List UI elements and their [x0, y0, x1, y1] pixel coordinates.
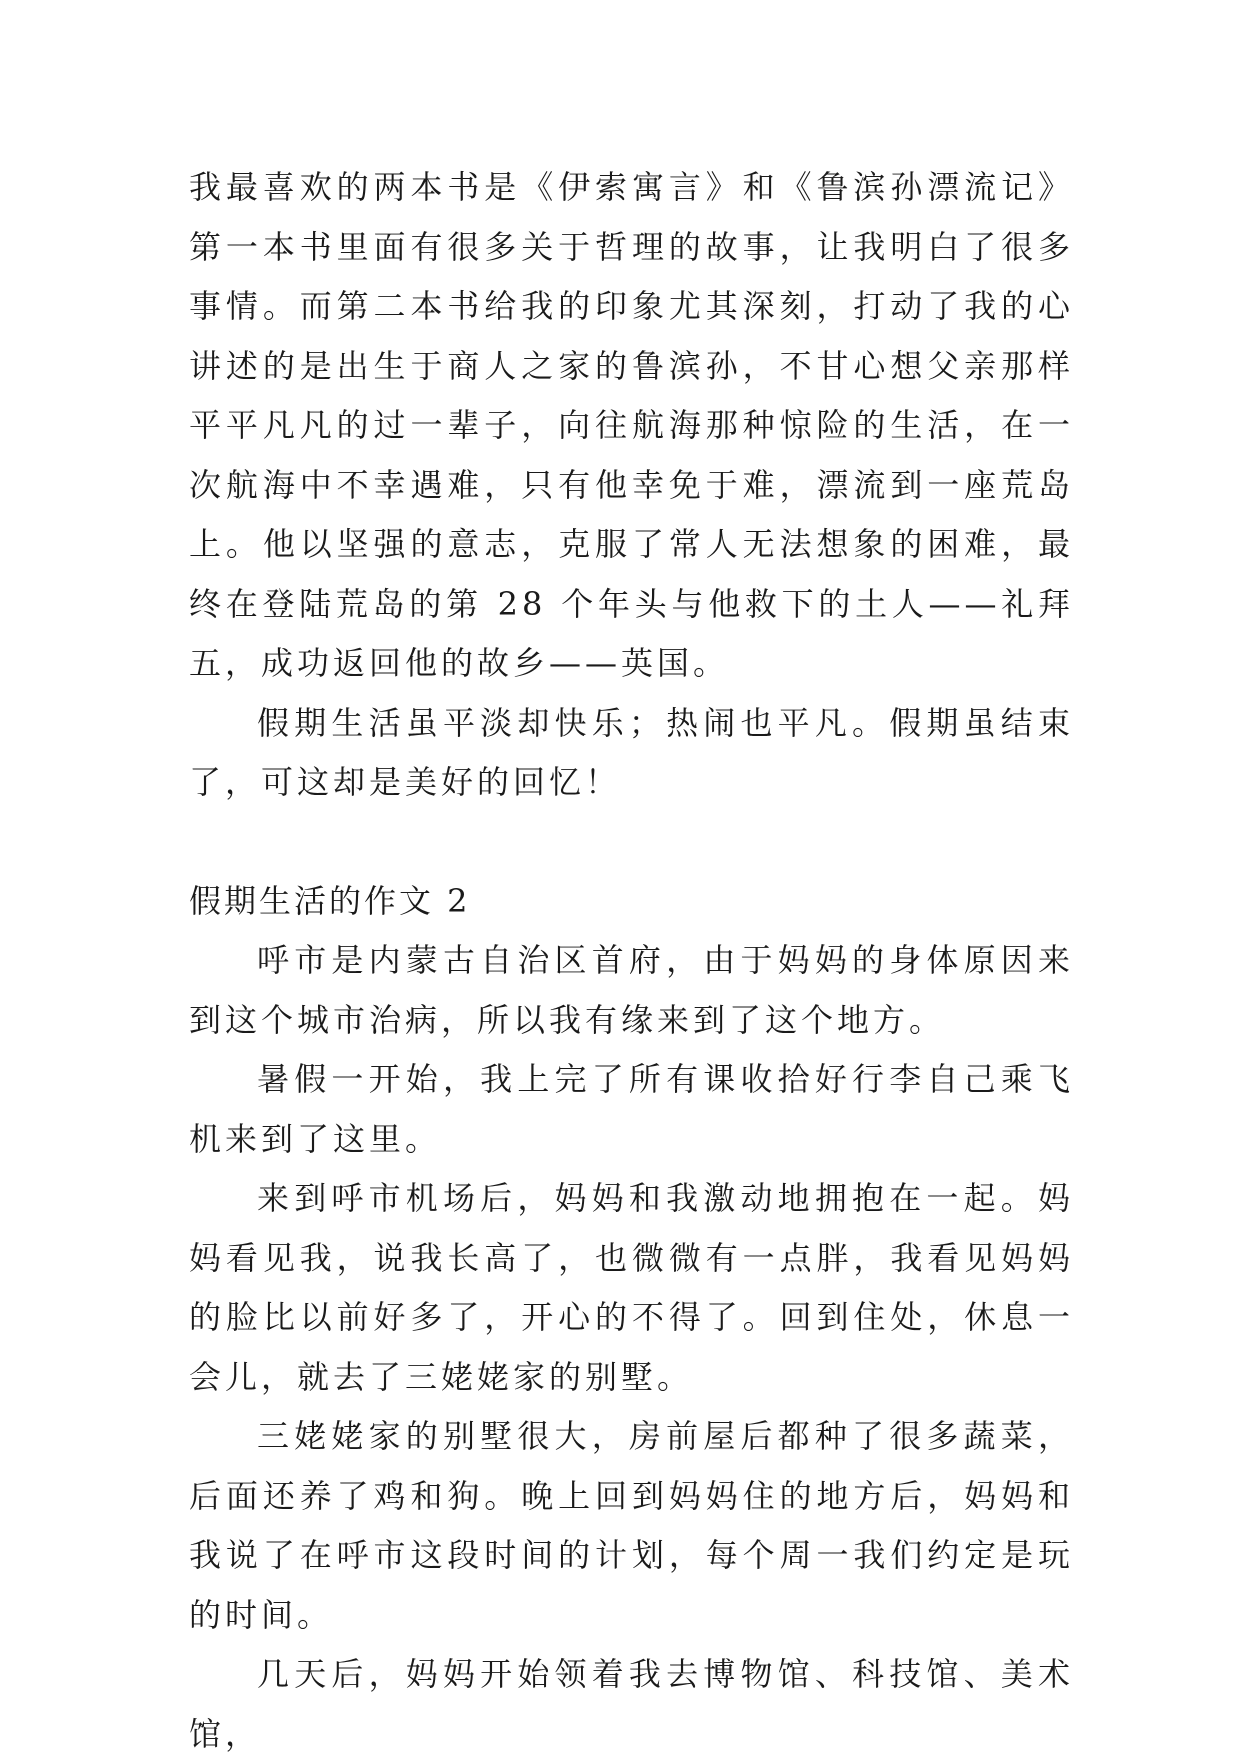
- paragraph-museum-visits: 几天后，妈妈开始领着我去博物馆、科技馆、美术馆，: [189, 1655, 1074, 1753]
- paragraph-hohhot-intro: 呼市是内蒙古自治区首府，由于妈妈的身体原因来到这个城市治病，所以我有缘来到了这个地方。: [189, 941, 1074, 1039]
- paragraph-holiday-summary: 假期生活虽平淡却快乐；热闹也平凡。假期虽结束了，可这却是美好的回忆！: [189, 703, 1074, 801]
- section-heading: 假期生活的作文 2: [189, 881, 471, 920]
- document-body: [189, 158, 1074, 1764]
- paragraph-summer-start: 暑假一开始，我上完了所有课收拾好行李自己乘飞机来到了这里。: [189, 1060, 1074, 1158]
- paragraph-villa: 三姥姥家的别墅很大，房前屋后都种了很多蔬菜，后面还养了鸡和狗。晚上回到妈妈住的地方后，妈妈和我说了在呼市这段时间的计划，每个周一我们约定是玩的时间。: [189, 1417, 1074, 1634]
- paragraph-robinson-crusoe: 我最喜欢的两本书是《伊索寓言》和《鲁滨孙漂流记》第一本书里面有很多关于哲理的故事，让我明白了很多事情。而第二本书给我的印象尤其深刻，打动了我的心讲述的是出生于商人之家的鲁滨孙，不甘心想父亲那样平平凡凡的过一辈子，向往航海那种惊险的生活，在一次航海中不幸遇难，只有他幸免于难，漂流到一座荒岛上。他以坚强的意志，克服了常人无法想象的困难，最终在登陆荒岛的第 28 个年头与他救下的土人——礼拜五，成功返回他的故乡——英国。: [189, 168, 1074, 682]
- paragraph-airport-arrival: 来到呼市机场后，妈妈和我激动地拥抱在一起。妈妈看见我，说我长高了，也微微有一点胖，我看见妈妈的脸比以前好多了，开心的不得了。回到住处，休息一会儿，就去了三姥姥家的别墅。: [189, 1179, 1074, 1396]
